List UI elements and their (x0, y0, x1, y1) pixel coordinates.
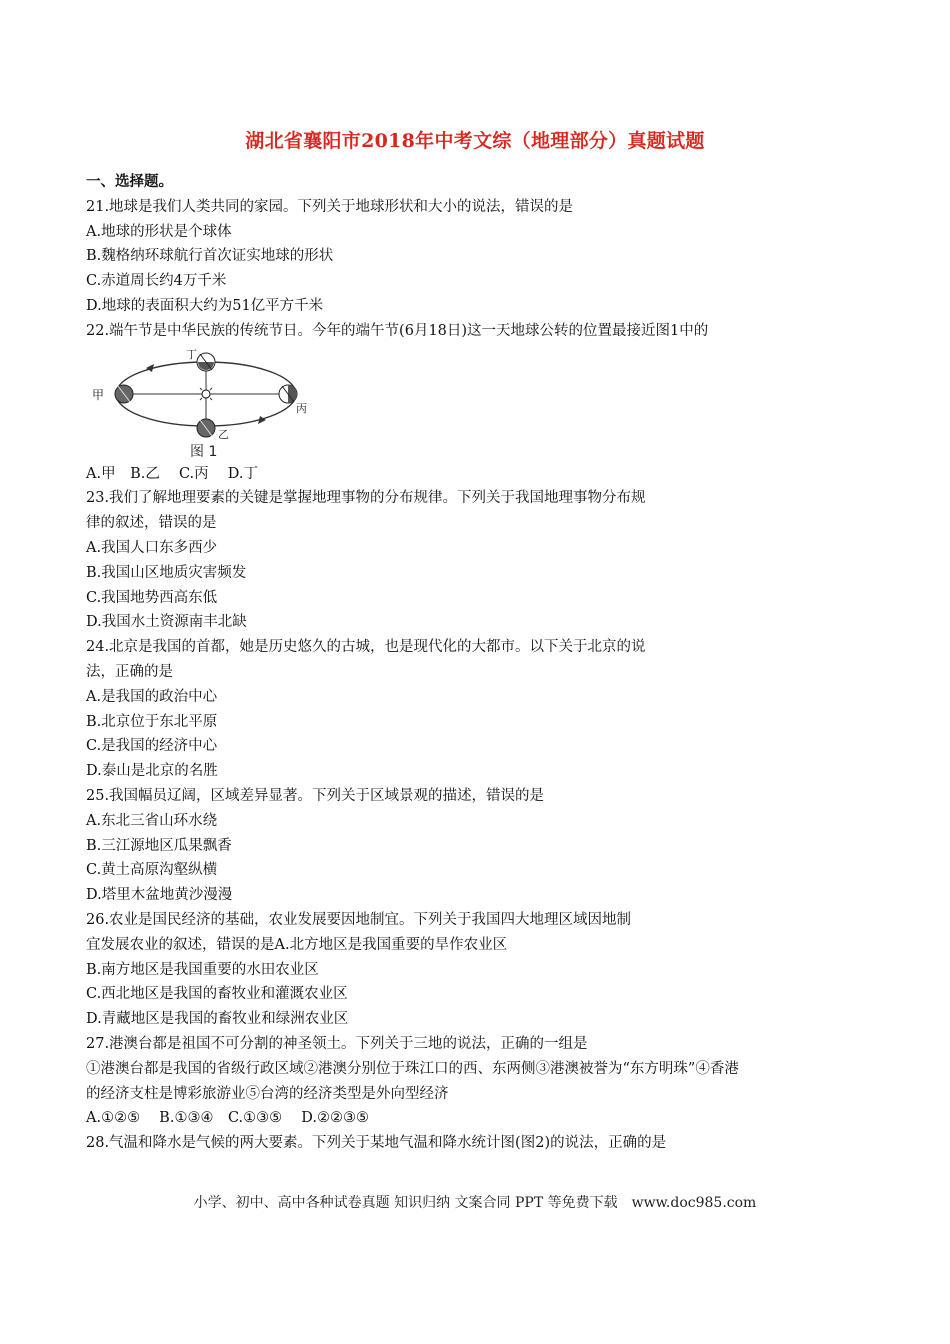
text-line: 24.北京是我国的首都，她是历史悠久的古城，也是现代化的大都市。以下关于北京的说 (86, 639, 646, 656)
earth-position-yi-icon (197, 419, 215, 437)
text-line: 28.气温和降水是气候的两大要素。下列关于某地气温和降水统计图(图2)的说法，正确的是 (86, 1135, 667, 1152)
orbit-direction-arrow-icon (258, 416, 266, 424)
text-line: B.三江源地区瓜果飘香 (86, 837, 232, 854)
text-line: B.南方地区是我国重要的水田农业区 (86, 961, 319, 978)
earth-position-jia-icon (115, 385, 133, 403)
text-line: C.西北地区是我国的畜牧业和灌溉农业区 (86, 986, 348, 1003)
earth-orbit-figure (86, 344, 886, 462)
text-line: 25.我国幅员辽阔，区域差异显著。下列关于区域景观的描述，错误的是 (86, 787, 545, 804)
page-title: 湖北省襄阳市2018年中考文综（地理部分）真题试题 (245, 130, 705, 152)
text-line: C.是我国的经济中心 (86, 738, 218, 755)
label-yi: 乙 (218, 427, 229, 441)
label-jia: 甲 (92, 387, 105, 402)
figure-caption: 图 1 (190, 443, 218, 460)
text-line: A.我国人口东多西少 (86, 539, 218, 556)
text-line: ①港澳台都是我国的省级行政区域②港澳分别位于珠江口的西、东两侧③港澳被誉为“东方明珠”④香港 (86, 1060, 739, 1077)
text-line: C.赤道周长约4万千米 (86, 273, 227, 290)
label-ding: 丁 (186, 347, 197, 361)
text-line: 的经济支柱是博彩旅游业⑤台湾的经济类型是外向型经济 (86, 1085, 449, 1102)
text-line: C.我国地势西高东低 (86, 589, 218, 606)
text-line: A.甲 B.乙 C.丙 D.丁 (86, 465, 258, 482)
label-bing: 丙 (296, 401, 307, 415)
text-line: D.塔里木盆地黄沙漫漫 (86, 887, 233, 904)
text-line: D.泰山是北京的名胜 (86, 763, 218, 780)
text-line: A.地球的形状是个球体 (86, 223, 232, 240)
orbit-diagram (88, 348, 318, 460)
section-heading: 一、选择题。 (86, 173, 173, 190)
orbit-direction-arrow-icon (146, 364, 154, 372)
text-line: D.地球的表面积大约为51亿平方千米 (86, 297, 324, 314)
text-line: B.魏格纳环球航行首次证实地球的形状 (86, 248, 334, 265)
earth-position-ding-icon (197, 353, 215, 371)
page-footer: 小学、初中、高中各种试卷真题 知识归纳 文案合同 PPT 等免费下载 www.doc985.com (193, 1195, 757, 1211)
text-line: A.①②⑤ B.①③④ C.①③⑤ D.②②③⑤ (86, 1110, 369, 1127)
text-line: 27.港澳台都是祖国不可分割的神圣领土。下列关于三地的说法，正确的一组是 (86, 1035, 588, 1052)
sun-icon (198, 386, 214, 402)
text-line: 21.地球是我们人类共同的家园。下列关于地球形状和大小的说法，错误的是 (86, 198, 574, 215)
text-line: D.我国水土资源南丰北缺 (86, 614, 247, 631)
text-line: 法，正确的是 (86, 663, 173, 680)
text-line: 宜发展农业的叙述，错误的是A.北方地区是我国重要的旱作农业区 (86, 936, 508, 953)
text-line: B.北京位于东北平原 (86, 713, 218, 730)
text-line: 23.我们了解地理要素的关键是掌握地理事物的分布规律。下列关于我国地理事物分布规 (86, 490, 646, 507)
text-line: 22.端午节是中华民族的传统节日。今年的端午节(6月18日)这一天地球公转的位置最接近图1中的 (86, 322, 709, 339)
earth-position-bing-icon (279, 385, 297, 403)
text-line: A.东北三省山环水绕 (86, 812, 218, 829)
text-line: C.黄土高原沟壑纵横 (86, 862, 218, 879)
text-line: 律的叙述，错误的是 (86, 515, 217, 532)
text-line: B.我国山区地质灾害频发 (86, 564, 247, 581)
question-content (86, 170, 886, 1156)
text-line: 26.农业是国民经济的基础，农业发展要因地制宜。下列关于我国四大地理区域因地制 (86, 911, 632, 928)
text-line: D.青藏地区是我国的畜牧业和绿洲农业区 (86, 1011, 349, 1028)
text-line: A.是我国的政治中心 (86, 688, 218, 705)
